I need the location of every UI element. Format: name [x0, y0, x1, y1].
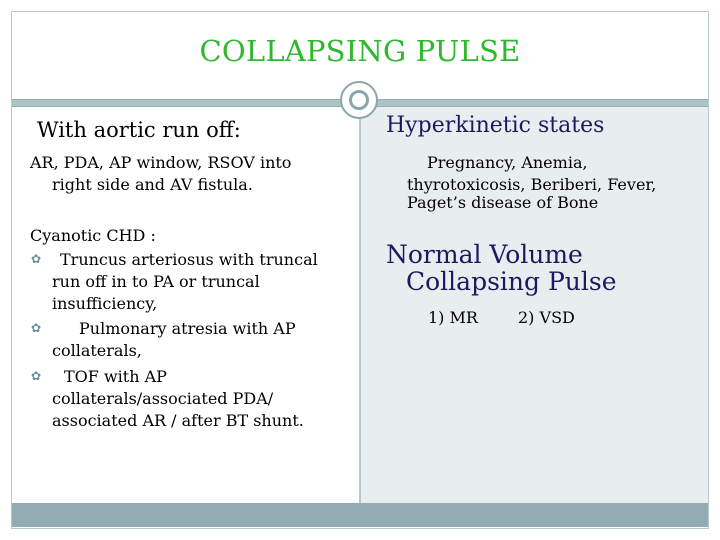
bullet-1-line-3: insufficiency, [52, 294, 158, 313]
bullet-2-line-2: collaterals, [52, 341, 142, 360]
right-item-1: 1) MR [428, 308, 478, 327]
bullet-2-line-1: Pulmonary atresia with AP [79, 319, 296, 338]
right-item-2: 2) VSD [518, 308, 575, 327]
circle-ornament-inner [349, 90, 369, 110]
right-line-3: Paget’s disease of Bone [407, 193, 599, 212]
bullet-1-line-2: run off in to PA or truncal [52, 272, 260, 291]
wavy-bullet-icon: ✿ [31, 321, 42, 335]
right-line-1: Pregnancy, Anemia, [427, 153, 588, 172]
left-heading: With aortic run off: [37, 118, 241, 142]
wavy-bullet-icon: ✿ [31, 252, 42, 266]
left-line-1b: right side and AV fistula. [52, 175, 253, 194]
right-line-2: thyrotoxicosis, Beriberi, Fever, [407, 175, 657, 194]
bullet-3-line-3: associated AR / after BT shunt. [52, 411, 304, 430]
right-heading: Hyperkinetic states [386, 113, 605, 138]
footer-band [12, 503, 708, 527]
cyanotic-heading: Cyanotic CHD : [30, 226, 156, 245]
wavy-bullet-icon: ✿ [31, 369, 42, 383]
right-heading-2-line-1: Normal Volume [386, 240, 583, 269]
right-heading-2-line-2: Collapsing Pulse [406, 267, 617, 296]
bullet-1-line-1: Truncus arteriosus with truncal [60, 250, 318, 269]
circle-ornament-icon [340, 81, 378, 119]
slide-title: COLLAPSING PULSE [199, 34, 521, 68]
bullet-3-line-1: TOF with AP [64, 367, 167, 386]
column-divider [359, 107, 361, 503]
left-line-1a: AR, PDA, AP window, RSOV into [30, 153, 292, 172]
bullet-3-line-2: collaterals/associated PDA/ [52, 389, 274, 408]
